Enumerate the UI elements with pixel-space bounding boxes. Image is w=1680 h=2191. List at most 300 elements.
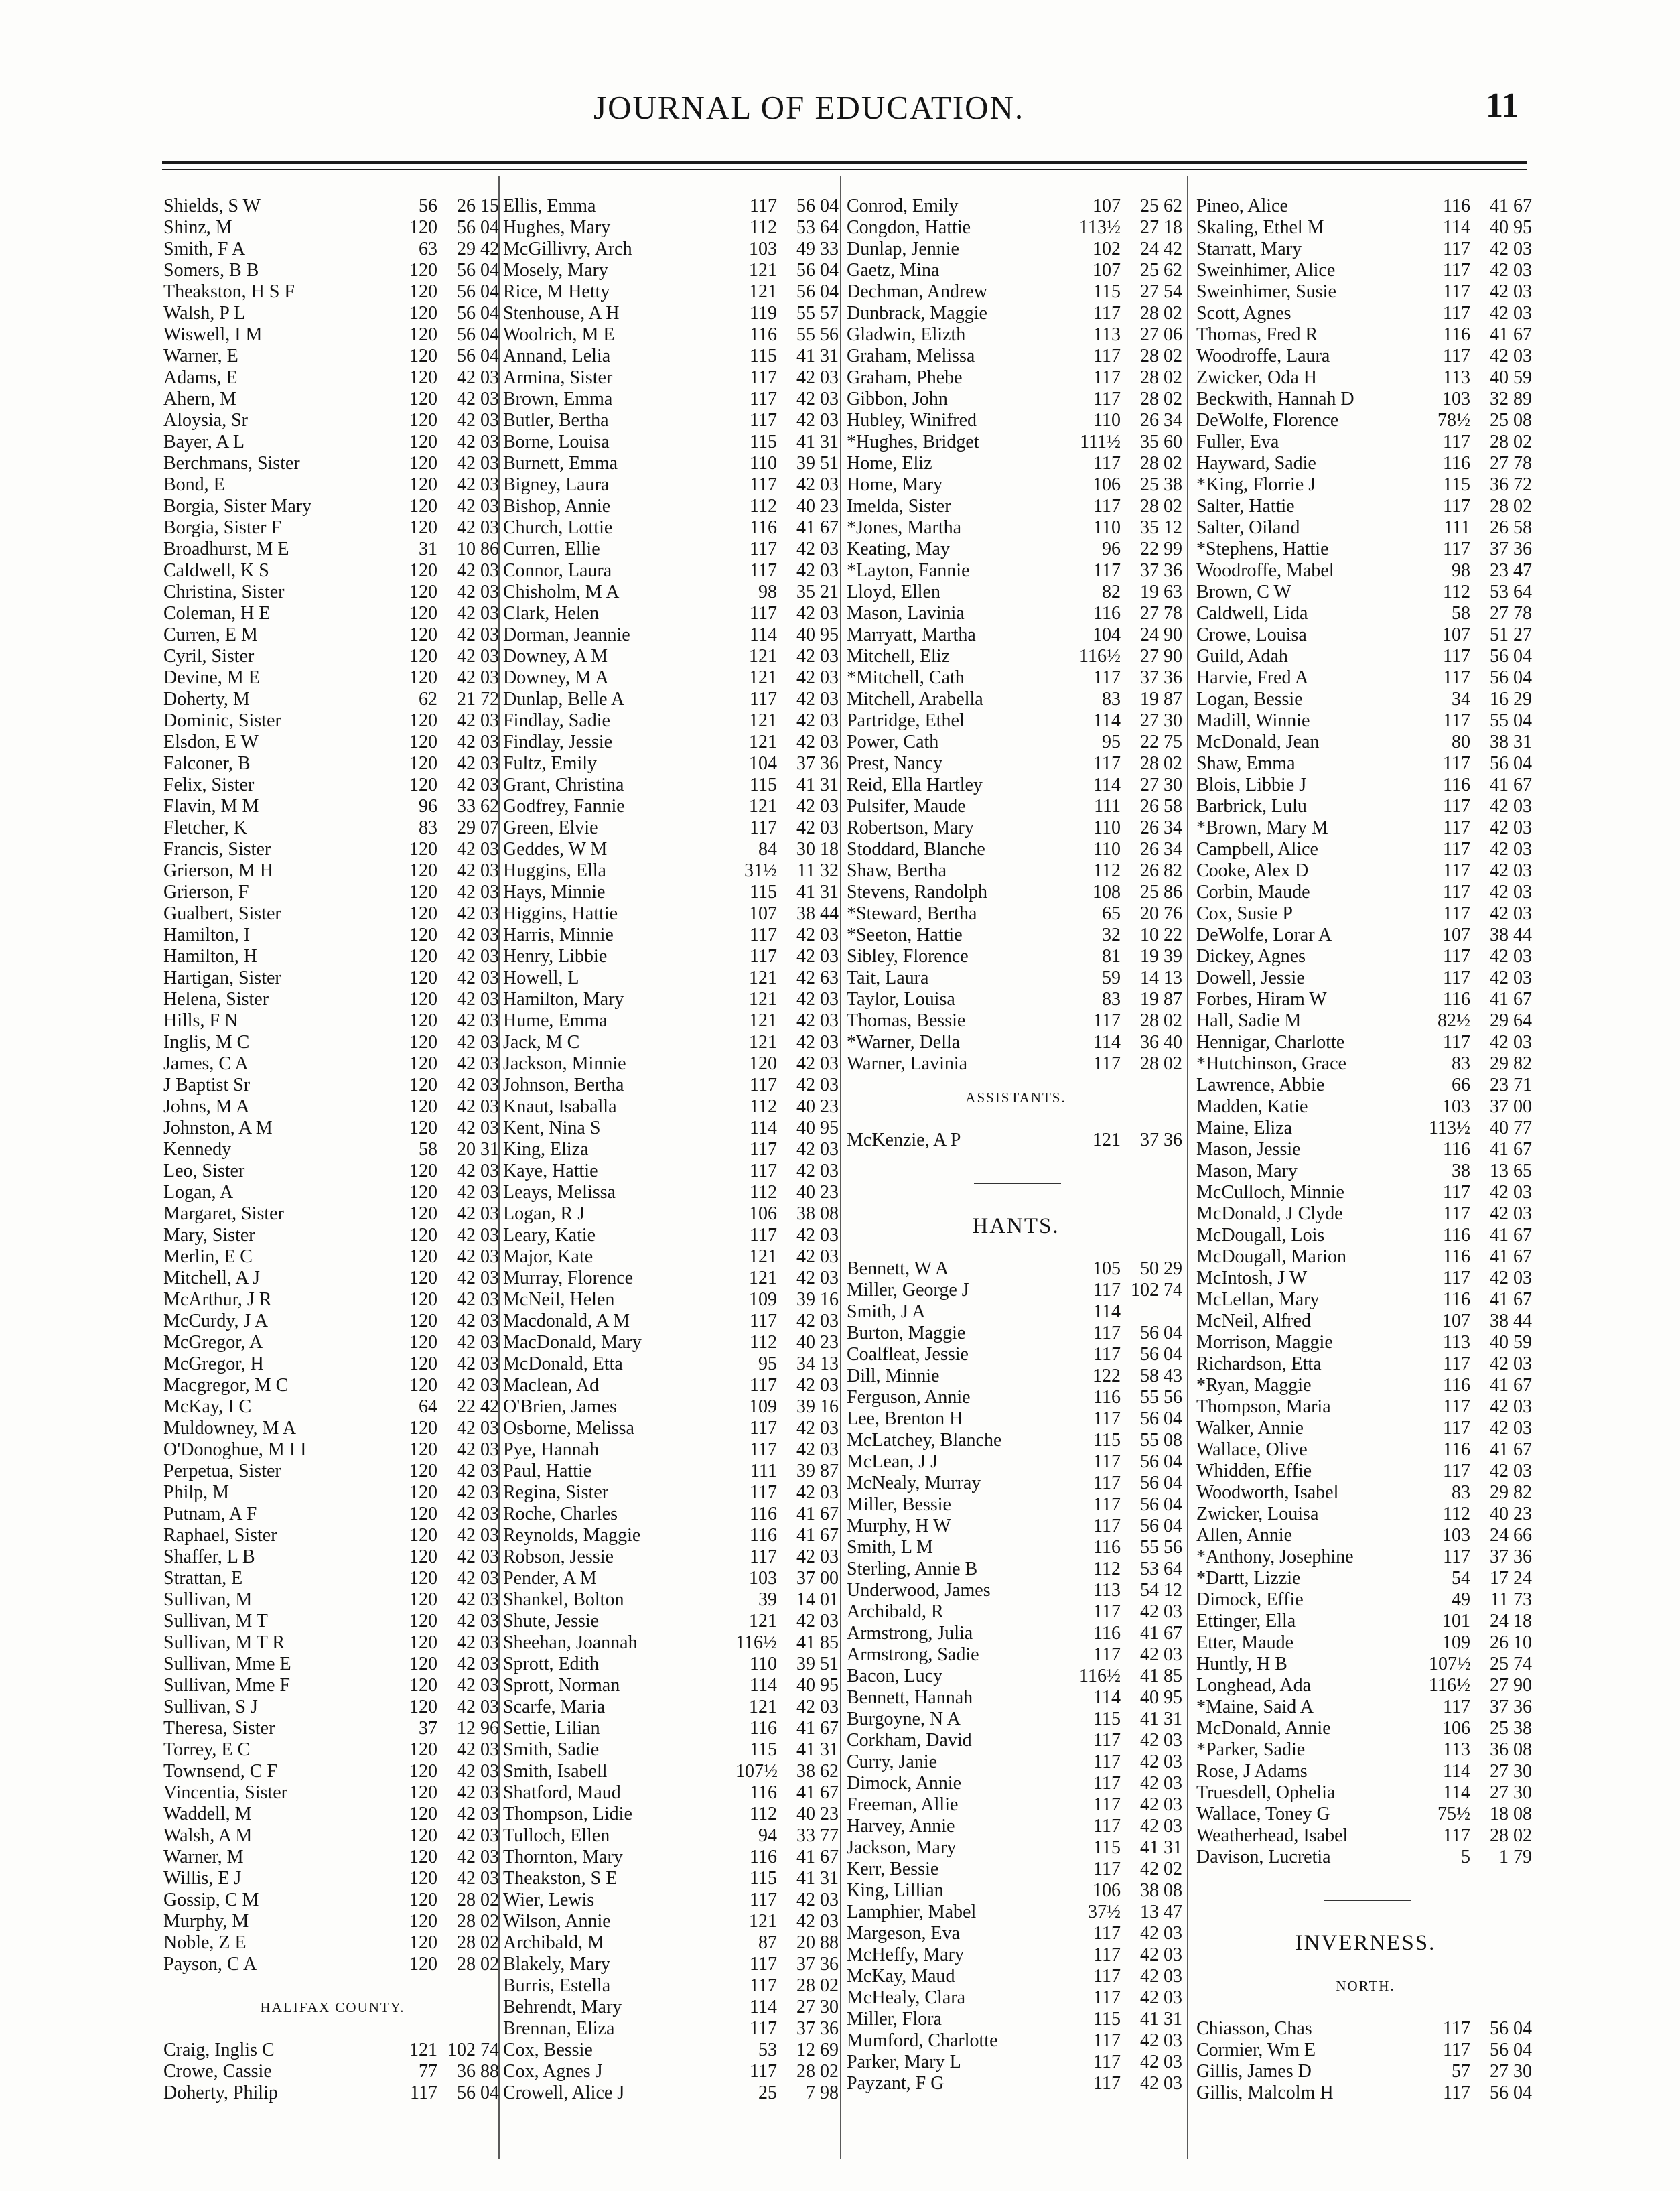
entry-amount: 42 03 xyxy=(457,882,499,903)
entry-name: Lamphier, Mabel xyxy=(847,1902,977,1922)
column-4 xyxy=(1196,196,1535,2104)
entry-days: 25 xyxy=(758,2082,777,2103)
entry-row xyxy=(847,217,1185,239)
section-heading: HALIFAX COUNTY. xyxy=(260,1999,405,2015)
entry-row xyxy=(1196,817,1535,839)
entry-row xyxy=(1196,517,1535,539)
entry-name: Robertson, Mary xyxy=(847,817,974,838)
entry-name: Graham, Melissa xyxy=(847,346,975,367)
entry-days: 116 xyxy=(1443,1439,1470,1460)
entry-row xyxy=(1196,2040,1535,2061)
entry-days: 120 xyxy=(409,903,437,924)
entry-name: Congdon, Hattie xyxy=(847,217,971,238)
entry-days: 116 xyxy=(1093,1623,1121,1644)
entry-row xyxy=(847,1258,1185,1280)
entry-name: McDougall, Marion xyxy=(1196,1246,1346,1267)
entry-row xyxy=(1196,1568,1535,1589)
entry-days: 120 xyxy=(749,1053,777,1074)
entry-amount: 25 86 xyxy=(1140,882,1182,903)
entry-row xyxy=(847,260,1185,281)
entry-row xyxy=(163,710,502,732)
entry-days: 120 xyxy=(409,1010,437,1031)
entry-amount: 27 30 xyxy=(1490,1782,1532,1803)
entry-days: 116 xyxy=(1093,1537,1121,1558)
entry-row xyxy=(1196,732,1535,753)
entry-row xyxy=(503,1568,841,1589)
entry-amount: 42 03 xyxy=(796,732,839,752)
entry-row xyxy=(847,1837,1185,1859)
entry-amount: 41 31 xyxy=(796,346,839,367)
entry-amount: 10 22 xyxy=(1140,925,1182,945)
entry-row xyxy=(1196,689,1535,710)
entry-row xyxy=(503,410,841,431)
entry-amount: 42 03 xyxy=(457,860,499,881)
entry-days: 116 xyxy=(750,517,777,538)
entry-days: 121 xyxy=(1093,1130,1121,1150)
entry-amount: 42 03 xyxy=(457,710,499,731)
entry-days: 109 xyxy=(749,1289,777,1310)
entry-amount: 22 75 xyxy=(1140,732,1182,752)
entry-row xyxy=(163,539,502,560)
entry-days: 120 xyxy=(409,496,437,517)
entry-days: 106 xyxy=(1093,1880,1121,1901)
entry-row xyxy=(847,196,1185,217)
entry-name: Torrey, E C xyxy=(163,1739,251,1760)
entry-name: *Brown, Mary M xyxy=(1196,817,1328,838)
entry-days: 66 xyxy=(1452,1075,1470,1096)
entry-amount: 24 90 xyxy=(1140,624,1182,645)
entry-days: 112 xyxy=(750,1182,777,1203)
entry-days: 117 xyxy=(750,946,777,967)
entry-amount: 42 03 xyxy=(796,689,839,710)
entry-name: *Ryan, Maggie xyxy=(1196,1375,1312,1396)
entry-name: Imelda, Sister xyxy=(847,496,951,517)
entry-days: 117 xyxy=(1443,796,1470,817)
entry-name: *Maine, Said A xyxy=(1196,1697,1314,1717)
entry-row xyxy=(503,1118,841,1139)
entry-row xyxy=(503,1182,841,1203)
entry-days: 107½ xyxy=(1429,1654,1471,1674)
entry-name: Jackson, Minnie xyxy=(503,1053,626,1074)
entry-amount: 40 77 xyxy=(1490,1118,1532,1138)
entry-name: Miller, Flora xyxy=(847,2009,942,2030)
entry-name: Leo, Sister xyxy=(163,1160,245,1181)
entry-amount: 42 03 xyxy=(1490,1268,1532,1288)
entry-row xyxy=(847,2030,1185,2052)
entry-row xyxy=(847,1053,1185,1075)
entry-amount: 42 03 xyxy=(1490,1203,1532,1224)
entry-list xyxy=(847,196,1185,1075)
entry-days: 83 xyxy=(1452,1053,1470,1074)
entry-row xyxy=(503,603,841,624)
entry-amount: 42 03 xyxy=(1490,303,1532,324)
entry-row xyxy=(1196,474,1535,496)
entry-amount: 42 03 xyxy=(796,1225,839,1246)
entry-amount: 42 03 xyxy=(457,1096,499,1117)
spacer xyxy=(163,2018,502,2040)
entry-amount: 42 03 xyxy=(1140,2030,1182,2051)
entry-row xyxy=(163,1504,502,1525)
entry-amount: 42 03 xyxy=(1490,281,1532,302)
entry-name: *Warner, Della xyxy=(847,1032,961,1053)
entry-days: 114 xyxy=(1093,1301,1121,1322)
entry-name: Shaw, Emma xyxy=(1196,753,1296,774)
entry-name: Church, Lottie xyxy=(503,517,613,538)
entry-row xyxy=(503,260,841,281)
entry-amount: 17 24 xyxy=(1490,1568,1532,1589)
entry-row xyxy=(1196,796,1535,817)
entry-days: 117 xyxy=(1443,2040,1470,2060)
entry-days: 105 xyxy=(1093,1258,1121,1279)
entry-amount: 27 30 xyxy=(1490,1761,1532,1782)
entry-amount: 38 44 xyxy=(1490,1311,1532,1331)
entry-days: 117 xyxy=(410,2082,437,2103)
entry-name: Lawrence, Abbie xyxy=(1196,1075,1325,1096)
entry-name: *Anthony, Josephine xyxy=(1196,1546,1354,1567)
entry-row xyxy=(503,1997,841,2018)
entry-row xyxy=(503,1975,841,1997)
entry-days: 112 xyxy=(750,217,777,238)
entry-days: 117 xyxy=(1093,1987,1121,2008)
entry-name: Corbin, Maude xyxy=(1196,882,1310,903)
entry-days: 116 xyxy=(750,1718,777,1739)
entry-row xyxy=(163,1332,502,1353)
section-heading: NORTH. xyxy=(1336,1978,1395,1994)
entry-amount: 56 04 xyxy=(457,2082,499,2103)
entry-amount: 28 02 xyxy=(1140,346,1182,367)
entry-name: Pulsifer, Maude xyxy=(847,796,966,817)
entry-days: 120 xyxy=(409,431,437,452)
entry-row xyxy=(503,1268,841,1289)
entry-amount: 56 04 xyxy=(1140,1344,1182,1365)
entry-name: Johns, M A xyxy=(163,1096,250,1117)
entry-name: Scott, Agnes xyxy=(1196,303,1291,324)
entry-name: Bennett, W A xyxy=(847,1258,949,1279)
entry-days: 120 xyxy=(409,1868,437,1889)
entry-row xyxy=(1196,968,1535,989)
entry-row xyxy=(847,1301,1185,1323)
entry-row xyxy=(847,1558,1185,1580)
entry-amount: 55 04 xyxy=(1490,710,1532,731)
spacer xyxy=(1196,1954,1535,1975)
entry-row xyxy=(1196,431,1535,453)
entry-amount: 41 67 xyxy=(1490,989,1532,1010)
entry-amount: 23 47 xyxy=(1490,560,1532,581)
entry-amount: 37 36 xyxy=(796,753,839,774)
entry-days: 117 xyxy=(1093,753,1121,774)
entry-row xyxy=(847,775,1185,796)
entry-name: Huggins, Ella xyxy=(503,860,606,881)
entry-amount: 20 31 xyxy=(457,1139,499,1160)
entry-amount: 42 03 xyxy=(1490,239,1532,259)
entry-row xyxy=(1196,839,1535,860)
entry-row xyxy=(1196,603,1535,624)
entry-days: 116 xyxy=(1443,1246,1470,1267)
entry-amount: 29 07 xyxy=(457,817,499,838)
entry-days: 75½ xyxy=(1438,1804,1470,1824)
entry-days: 115 xyxy=(1093,1430,1121,1451)
entry-row xyxy=(1196,303,1535,324)
entry-name: Scarfe, Maria xyxy=(503,1697,606,1717)
entry-row xyxy=(163,689,502,710)
entry-name: Thompson, Maria xyxy=(1196,1396,1331,1417)
entry-amount: 42 03 xyxy=(457,1761,499,1782)
entry-row xyxy=(163,217,502,239)
entry-days: 120 xyxy=(409,1096,437,1117)
entry-row xyxy=(163,281,502,303)
entry-days: 120 xyxy=(409,860,437,881)
entry-days: 64 xyxy=(419,1396,437,1417)
entry-name: *Hughes, Bridget xyxy=(847,431,979,452)
entry-name: Bigney, Laura xyxy=(503,474,610,495)
entry-row xyxy=(503,817,841,839)
entry-name: Aloysia, Sr xyxy=(163,410,248,431)
entry-amount: 41 31 xyxy=(796,1868,839,1889)
entry-row xyxy=(503,968,841,989)
entry-row xyxy=(163,1375,502,1396)
entry-row xyxy=(847,839,1185,860)
entry-amount: 56 04 xyxy=(1490,667,1532,688)
entry-days: 117 xyxy=(1443,1825,1470,1846)
entry-days: 120 xyxy=(409,1932,437,1953)
entry-amount: 42 03 xyxy=(457,389,499,409)
entry-row xyxy=(163,1632,502,1654)
entry-days: 120 xyxy=(409,732,437,752)
entry-name: Harris, Minnie xyxy=(503,925,614,945)
entry-row xyxy=(503,367,841,389)
entry-days: 117 xyxy=(750,1954,777,1975)
entry-amount: 41 85 xyxy=(796,1632,839,1653)
entry-amount: 35 12 xyxy=(1140,517,1182,538)
entry-name: Logan, A xyxy=(163,1182,234,1203)
entry-amount: 42 03 xyxy=(796,817,839,838)
entry-name: McCurdy, J A xyxy=(163,1311,269,1331)
entry-name: Flavin, M M xyxy=(163,796,259,817)
entry-days: 120 xyxy=(409,1675,437,1696)
entry-row xyxy=(163,1118,502,1139)
entry-name: Willis, E J xyxy=(163,1868,242,1889)
entry-row xyxy=(1196,346,1535,367)
entry-amount: 40 23 xyxy=(796,1804,839,1824)
entry-row xyxy=(163,324,502,346)
entry-amount: 42 03 xyxy=(1490,817,1532,838)
entry-name: Weatherhead, Isabel xyxy=(1196,1825,1348,1846)
entry-days: 115 xyxy=(750,1868,777,1889)
entry-name: Zwicker, Oda H xyxy=(1196,367,1318,388)
entry-name: Gillis, Malcolm H xyxy=(1196,2082,1334,2103)
entry-days: 117 xyxy=(1093,1751,1121,1772)
entry-row xyxy=(1196,453,1535,474)
entry-row xyxy=(1196,1804,1535,1825)
entry-name: Brown, Emma xyxy=(503,389,613,409)
entry-row xyxy=(163,2061,502,2082)
entry-amount: 42 03 xyxy=(457,1268,499,1288)
entry-name: Borgia, Sister F xyxy=(163,517,282,538)
entry-days: 117 xyxy=(1443,839,1470,860)
entry-name: Reid, Ella Hartley xyxy=(847,775,983,795)
entry-amount: 42 03 xyxy=(1490,882,1532,903)
entry-name: Rose, J Adams xyxy=(1196,1761,1308,1782)
entry-amount: 42 03 xyxy=(1490,346,1532,367)
entry-name: Guild, Adah xyxy=(1196,646,1288,667)
entry-row xyxy=(1196,1718,1535,1739)
entry-days: 120 xyxy=(409,1804,437,1824)
entry-name: Gladwin, Elizth xyxy=(847,324,966,345)
entry-amount: 39 16 xyxy=(796,1396,839,1417)
entry-row xyxy=(1196,1032,1535,1053)
entry-days: 117 xyxy=(1093,1010,1121,1031)
entry-days: 117 xyxy=(1443,1203,1470,1224)
entry-amount: 42 03 xyxy=(457,1332,499,1353)
entry-days: 117 xyxy=(1093,1730,1121,1751)
entry-days: 110 xyxy=(1093,517,1121,538)
entry-amount: 42 03 xyxy=(457,1225,499,1246)
entry-days: 115 xyxy=(1093,281,1121,302)
entry-name: Sullivan, M T xyxy=(163,1611,268,1632)
entry-name: McNeil, Helen xyxy=(503,1289,615,1310)
entry-days: 122 xyxy=(1093,1366,1121,1386)
entry-days: 112 xyxy=(1093,860,1121,881)
entry-row xyxy=(163,1739,502,1761)
entry-name: Murphy, M xyxy=(163,1911,249,1932)
entry-name: Wiswell, I M xyxy=(163,324,263,345)
entry-row xyxy=(163,1010,502,1032)
entry-amount: 27 90 xyxy=(1490,1675,1532,1696)
entry-row xyxy=(503,2018,841,2040)
entry-amount: 56 04 xyxy=(796,281,839,302)
entry-amount: 42 03 xyxy=(457,1825,499,1846)
entry-row xyxy=(847,903,1185,925)
entry-name: Vincentia, Sister xyxy=(163,1782,287,1803)
entry-row xyxy=(503,1032,841,1053)
entry-row xyxy=(1196,775,1535,796)
entry-name: Sterling, Annie B xyxy=(847,1558,978,1579)
entry-days: 58 xyxy=(1452,603,1470,624)
entry-name: Christina, Sister xyxy=(163,582,285,602)
entry-row xyxy=(847,582,1185,603)
entry-name: DeWolfe, Lorar A xyxy=(1196,925,1332,945)
entry-row xyxy=(163,367,502,389)
entry-row xyxy=(503,1889,841,1911)
entry-row xyxy=(163,925,502,946)
entry-name: Downey, A M xyxy=(503,646,608,667)
entry-row xyxy=(163,1289,502,1311)
entry-days: 115 xyxy=(1093,1709,1121,1729)
entry-row xyxy=(1196,1654,1535,1675)
entry-amount: 42 03 xyxy=(796,410,839,431)
entry-amount: 42 03 xyxy=(1140,2052,1182,2072)
entry-amount: 38 44 xyxy=(1490,925,1532,945)
entry-row xyxy=(503,474,841,496)
entry-row xyxy=(503,1546,841,1568)
entry-row xyxy=(503,324,841,346)
entry-row xyxy=(1196,1246,1535,1268)
entry-row xyxy=(503,1932,841,1954)
entry-days: 62 xyxy=(419,689,437,710)
entry-name: Thomas, Bessie xyxy=(847,1010,966,1031)
entry-days: 121 xyxy=(749,796,777,817)
entry-days: 120 xyxy=(409,1632,437,1653)
entry-days: 108 xyxy=(1093,882,1121,903)
entry-days: 117 xyxy=(1443,496,1470,517)
entry-name: Salter, Oiland xyxy=(1196,517,1300,538)
entry-name: O'Brien, James xyxy=(503,1396,617,1417)
entry-days: 117 xyxy=(1093,1644,1121,1665)
entry-amount: 102 74 xyxy=(1131,1280,1182,1301)
entry-name: Dunbrack, Maggie xyxy=(847,303,987,324)
entry-row xyxy=(1196,582,1535,603)
entry-row xyxy=(503,1160,841,1182)
entry-name: Grant, Christina xyxy=(503,775,624,795)
entry-row xyxy=(163,1954,502,1975)
entry-days: 116 xyxy=(750,1525,777,1546)
entry-name: Felix, Sister xyxy=(163,775,255,795)
entry-row xyxy=(503,389,841,410)
entry-row xyxy=(847,946,1185,968)
entry-name: Davison, Lucretia xyxy=(1196,1847,1331,1867)
entry-row xyxy=(503,775,841,796)
entry-amount: 28 02 xyxy=(1140,1053,1182,1074)
entry-amount: 42 03 xyxy=(457,1182,499,1203)
entry-name: Huntly, H B xyxy=(1196,1654,1287,1674)
entry-amount: 42 03 xyxy=(457,1611,499,1632)
entry-row xyxy=(503,646,841,667)
entry-row xyxy=(163,903,502,925)
entry-name: Findlay, Jessie xyxy=(503,732,613,752)
entry-row xyxy=(503,946,841,968)
entry-name: Macdonald, A M xyxy=(503,1311,630,1331)
entry-name: Hughes, Mary xyxy=(503,217,611,238)
entry-row xyxy=(503,1332,841,1353)
entry-amount: 30 18 xyxy=(796,839,839,860)
entry-amount: 50 29 xyxy=(1140,1258,1182,1279)
entry-name: Chisholm, M A xyxy=(503,582,620,602)
entry-amount: 37 36 xyxy=(796,1954,839,1975)
entry-amount: 56 04 xyxy=(1490,646,1532,667)
entry-row xyxy=(1196,903,1535,925)
entry-amount: 53 64 xyxy=(796,217,839,238)
entry-name: Payzant, F G xyxy=(847,2073,944,2094)
entry-row xyxy=(163,496,502,517)
entry-days: 56 xyxy=(419,196,437,216)
entry-name: Strattan, E xyxy=(163,1568,243,1589)
entry-row xyxy=(163,1032,502,1053)
entry-days: 120 xyxy=(409,646,437,667)
entry-row xyxy=(503,303,841,324)
entry-name: Archibald, M xyxy=(503,1932,604,1953)
entry-amount: 55 56 xyxy=(796,324,839,345)
entry-name: Murray, Florence xyxy=(503,1268,634,1288)
entry-amount: 28 02 xyxy=(1140,303,1182,324)
entry-name: Sprott, Norman xyxy=(503,1675,620,1696)
entry-name: Burris, Estella xyxy=(503,1975,611,1996)
entry-row xyxy=(1196,624,1535,646)
entry-name: Conrod, Emily xyxy=(847,196,959,216)
entry-name: Stoddard, Blanche xyxy=(847,839,985,860)
entry-days: 120 xyxy=(409,1847,437,1867)
entry-days: 120 xyxy=(409,1268,437,1288)
column-3 xyxy=(847,196,1185,2095)
entry-amount: 29 82 xyxy=(1490,1482,1532,1503)
entry-days: 121 xyxy=(749,1911,777,1932)
entry-list xyxy=(847,1130,1185,1151)
entry-days: 117 xyxy=(1093,667,1121,688)
entry-days: 117 xyxy=(1093,1773,1121,1794)
entry-name: Macgregor, M C xyxy=(163,1375,289,1396)
entry-amount: 42 03 xyxy=(1140,1816,1182,1837)
entry-days: 103 xyxy=(749,1568,777,1589)
spacer xyxy=(1196,1868,1535,1889)
